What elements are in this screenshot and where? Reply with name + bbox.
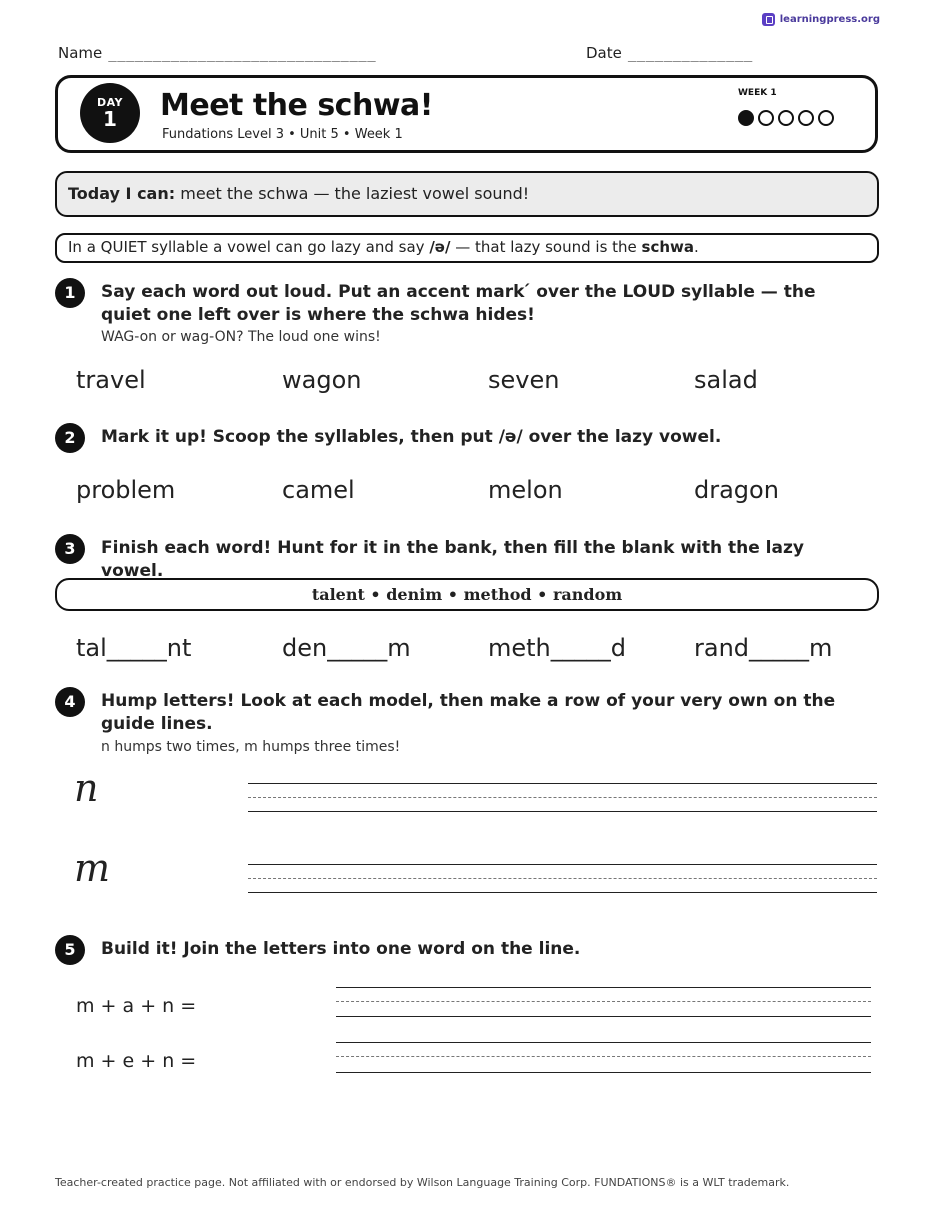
word-bank: talent • denim • method • random bbox=[311, 585, 623, 604]
model-letter-n: n bbox=[74, 766, 99, 810]
section-1-hint: WAG-on or wag-ON? The loud one wins! bbox=[101, 329, 381, 345]
name-label: Name bbox=[58, 44, 103, 62]
rule-text bbox=[68, 238, 699, 256]
word-wagon: wagon bbox=[282, 366, 362, 394]
section-1-instruction: Say each word out loud. Put an accent mark ́ over the LOUD syllable — the quiet one left over is where the schwa hides! bbox=[101, 282, 816, 325]
answer-line-bottom[interactable] bbox=[336, 1016, 871, 1017]
brand-link[interactable] bbox=[762, 13, 880, 26]
word-travel: travel bbox=[76, 366, 146, 394]
word-melon: melon bbox=[488, 476, 563, 504]
section-4-number: 4 bbox=[55, 687, 85, 717]
today-text bbox=[68, 184, 529, 203]
fill-word-3[interactable]: meth_____d bbox=[488, 634, 626, 662]
guide-line-top bbox=[248, 864, 877, 865]
schwa-term: schwa bbox=[641, 238, 695, 256]
section-5-number: 5 bbox=[55, 935, 85, 965]
guide-line-bottom[interactable] bbox=[248, 892, 877, 893]
footer-disclaimer: Teacher-created practice page. Not affiliated with or endorsed by Wilson Language Training Corp. FUNDATIONS® is a WLT trademark. bbox=[55, 1176, 790, 1189]
brand-name: learningpress.org bbox=[779, 14, 880, 25]
model-letter-m: m bbox=[74, 846, 111, 890]
equation-men: m + e + n = bbox=[76, 1050, 197, 1072]
guide-line-top bbox=[248, 783, 877, 784]
week-label: WEEK 1 bbox=[738, 88, 777, 98]
fill-word-2[interactable]: den_____m bbox=[282, 634, 411, 662]
progress-dot-empty bbox=[778, 110, 794, 126]
progress-dot-filled bbox=[738, 110, 754, 126]
date-field[interactable] bbox=[586, 44, 753, 62]
guide-line-middle bbox=[248, 878, 877, 879]
schwa-symbol: /ə/ bbox=[429, 238, 451, 256]
name-blank: ______________________________ bbox=[108, 46, 377, 62]
word-problem: problem bbox=[76, 476, 176, 504]
fill-word-4[interactable]: rand_____m bbox=[694, 634, 833, 662]
progress-dot-empty bbox=[818, 110, 834, 126]
word-seven: seven bbox=[488, 366, 560, 394]
answer-line-middle bbox=[336, 1056, 871, 1057]
section-3-number: 3 bbox=[55, 534, 85, 564]
today-lead: Today I can: bbox=[68, 184, 176, 203]
section-3-instruction: Finish each word! Hunt for it in the bank, then fill the blank with the lazy vowel. bbox=[101, 538, 804, 581]
word-salad: salad bbox=[694, 366, 758, 394]
guide-line-bottom[interactable] bbox=[248, 811, 877, 812]
progress-dot-empty bbox=[758, 110, 774, 126]
day-number: 1 bbox=[103, 107, 117, 131]
page-subtitle: Fundations Level 3 • Unit 5 • Week 1 bbox=[162, 127, 403, 142]
week-progress bbox=[738, 110, 834, 126]
rule-suffix: . bbox=[694, 238, 699, 256]
day-badge bbox=[80, 83, 140, 143]
word-dragon: dragon bbox=[694, 476, 779, 504]
answer-line-middle bbox=[336, 1001, 871, 1002]
section-1-number: 1 bbox=[55, 278, 85, 308]
answer-line-top bbox=[336, 987, 871, 988]
today-goal: meet the schwa — the laziest vowel sound! bbox=[175, 184, 530, 203]
rule-prefix: In a QUIET syllable a vowel can go lazy and say bbox=[68, 238, 430, 256]
equation-man: m + a + n = bbox=[76, 995, 197, 1017]
page-title: Meet the schwa! bbox=[160, 88, 433, 123]
answer-line-top bbox=[336, 1042, 871, 1043]
date-blank: ______________ bbox=[627, 46, 753, 62]
answer-line-bottom[interactable] bbox=[336, 1072, 871, 1073]
name-field[interactable] bbox=[58, 44, 376, 62]
section-2-instruction: Mark it up! Scoop the syllables, then put /ə/ over the lazy vowel. bbox=[101, 427, 722, 447]
section-5-instruction: Build it! Join the letters into one word on the line. bbox=[101, 939, 581, 959]
date-label: Date bbox=[586, 44, 622, 62]
section-2-number: 2 bbox=[55, 423, 85, 453]
book-icon bbox=[762, 13, 775, 26]
section-4-hint: n humps two times, m humps three times! bbox=[101, 739, 401, 755]
progress-dot-empty bbox=[798, 110, 814, 126]
word-camel: camel bbox=[282, 476, 355, 504]
day-label: DAY bbox=[96, 96, 124, 109]
fill-word-1[interactable]: tal_____nt bbox=[76, 634, 192, 662]
guide-line-middle bbox=[248, 797, 877, 798]
rule-middle: — that lazy sound is the bbox=[450, 238, 642, 256]
section-4-instruction: Hump letters! Look at each model, then make a row of your very own on the guide lines. bbox=[101, 691, 836, 734]
